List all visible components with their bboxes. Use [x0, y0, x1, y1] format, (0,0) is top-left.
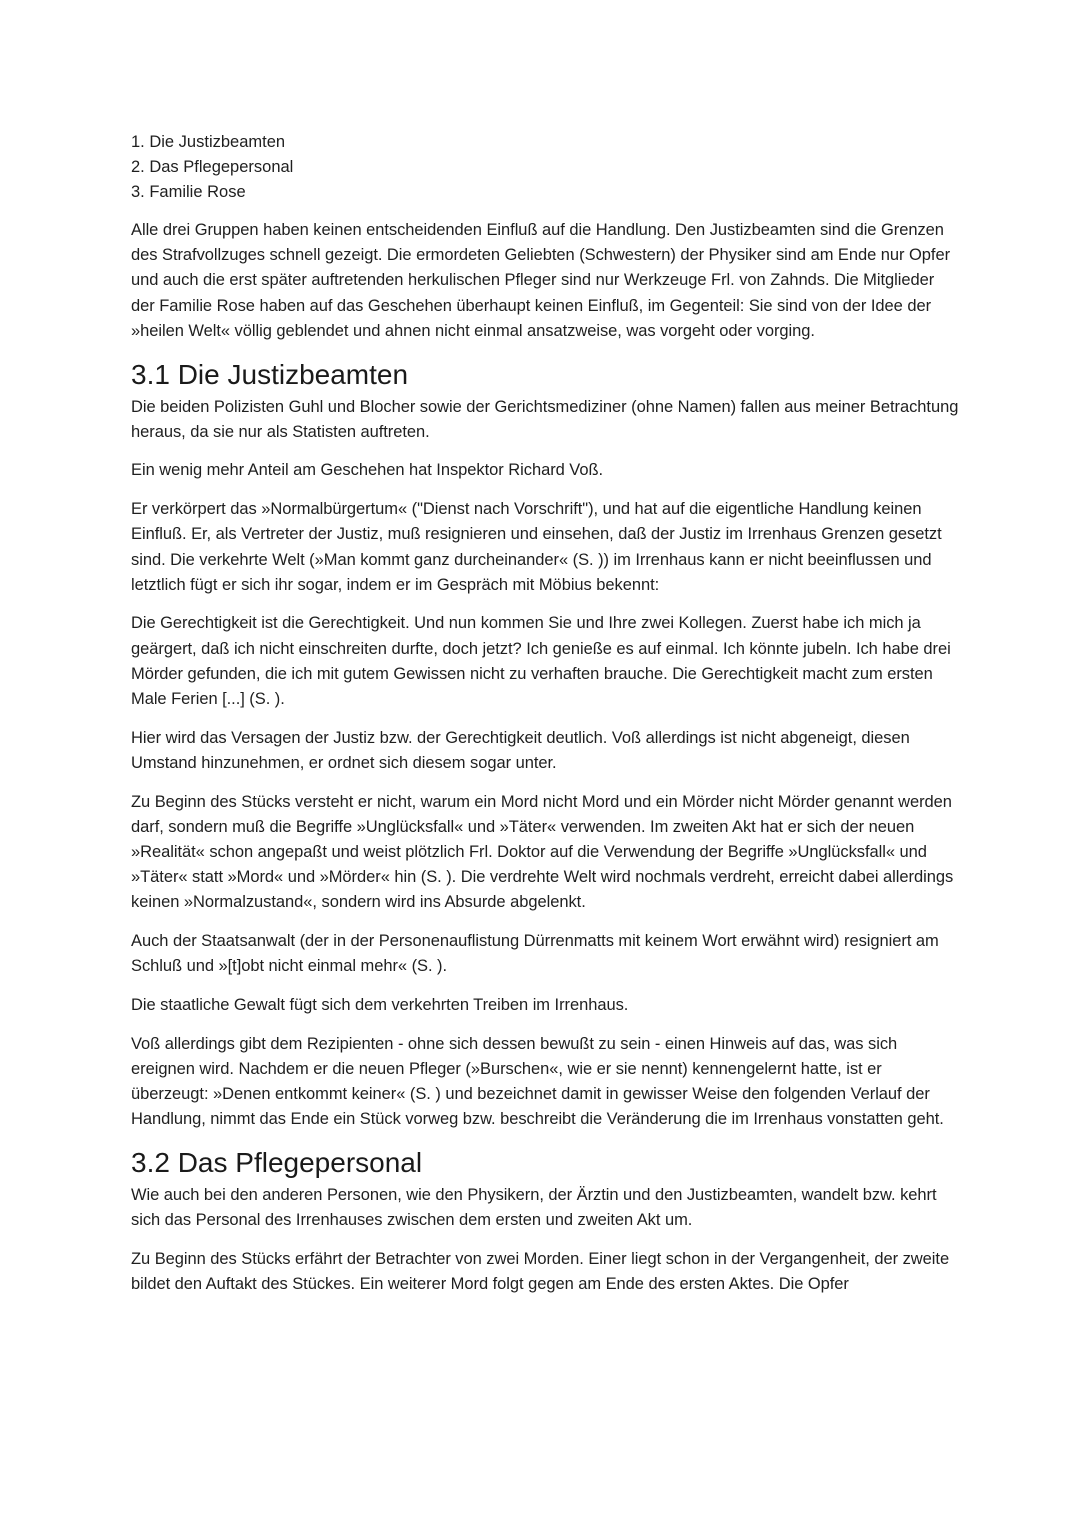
paragraph: Die beiden Polizisten Guhl und Blocher sowie der Gerichtsmediziner (ohne Namen) fallen aus meiner Betrachtung heraus, da sie nur als Statisten auftreten.: [131, 397, 959, 441]
section-heading-justizbeamten: 3.1 Die Justizbeamten: [131, 358, 409, 390]
paragraph: Er verkörpert das »Normalbürgertum« ("Dienst nach Vorschrift"), und hat auf die eigentliche Handlung keinen Einfluß. Er, als Vertreter der Justiz, muß resignieren und einsehen, daß der Justiz im Irrenhaus Grenzen gesetzt sind. Die verkehrte Welt (»Man kommt ganz durcheinander« (S. )) im Irrenhaus kann er nicht beeinflussen und letztlich fügt er sich ihr sogar, indem er im Gespräch mit Möbius bekennt:: [131, 500, 942, 594]
paragraph: Auch der Staatsanwalt (der in der Personenauflistung Dürrenmatts mit keinem Wort erwähnt wird) resigniert am Schluß und »[t]obt nicht einmal mehr« (S. ).: [131, 932, 939, 976]
paragraph: Zu Beginn des Stücks versteht er nicht, warum ein Mord nicht Mord und ein Mörder nicht Mörder genannt werden darf, sondern muß die Begriffe »Unglücksfall« und »Täter« verwenden. Im zweiten Akt hat er sich der neuen »Realität« schon angepaßt und weist plötzlich Frl. Doktor auf die Verwendung der Begriffe »Unglücksfall« und »Täter« statt »Mord« und »Mörder« hin (S. ). Die verdrehte Welt wird nochmals verdreht, erreicht dabei allerdings keinen »Normalzustand«, sondern wird ins Absurde abgelenkt.: [131, 792, 954, 912]
quote-paragraph: Die Gerechtigkeit ist die Gerechtigkeit. Und nun kommen Sie und Ihre zwei Kollegen. Zuerst habe ich mich ja geärgert, daß ich nicht einschreiten durfte, doch jetzt? Ich genieße es auf einmal. Ich könnte jubeln. Ich habe drei Mörder gefunden, die ich mit gutem Gewissen nicht zu verhaften brauche. Die Gerechtigkeit macht zum ersten Male Ferien [...] (S. ).: [131, 614, 951, 709]
outline-list: [131, 130, 961, 205]
paragraph: Die staatliche Gewalt fügt sich dem verkehrten Treiben im Irrenhaus.: [131, 996, 629, 1015]
paragraph: Voß allerdings gibt dem Rezipienten - ohne sich dessen bewußt zu sein - einen Hinweis auf das, was sich ereignen wird. Nachdem er die neuen Pfleger (»Burschen«, wie er sie nennt) kennengelernt hatte, ist er überzeugt: »Denen entkommt keiner« (S. ) und bezeichnet damit in gewisser Weise den folgenden Verlauf der Handlung, nimmt das Ende ein Stück vorweg bzw. beschreibt die Veränderung die im Irrenhaus vonstatten geht.: [131, 1034, 944, 1129]
outline-item: 1. Die Justizbeamten: [131, 133, 286, 151]
document-page: [131, 130, 961, 1311]
paragraph: Hier wird das Versagen der Justiz bzw. der Gerechtigkeit deutlich. Voß allerdings ist nicht abgeneigt, diesen Umstand hinzunehmen, er ordnet sich diesem sogar unter.: [131, 728, 910, 772]
paragraph: Ein wenig mehr Anteil am Geschehen hat Inspektor Richard Voß.: [131, 461, 604, 480]
paragraph: Wie auch bei den anderen Personen, wie den Physikern, der Ärztin und den Justizbeamten, wandelt bzw. kehrt sich das Personal des Irrenhauses zwischen dem ersten und zweiten Akt um.: [131, 1186, 937, 1230]
intro-paragraph: Alle drei Gruppen haben keinen entscheidenden Einfluß auf die Handlung. Den Justizbeamten sind die Grenzen des Strafvollzuges schnell gezeigt. Die ermordeten Geliebten (Schwestern) der Physiker sind am Ende nur Opfer und auch die erst später auftretenden herkulischen Pfleger sind nur Werkzeuge Frl. von Zahnds. Die Mitglieder der Familie Rose haben auf das Geschehen überhaupt keinen Einfluß, im Gegenteil: Sie sind von der Idee der »heilen Welt« völlig geblendet und ahnen nicht einmal ansatzweise, was vorgeht oder vorging.: [131, 221, 951, 340]
outline-item: 3. Familie Rose: [131, 183, 246, 201]
outline-item: 2. Das Pflegepersonal: [131, 158, 294, 176]
section-heading-pflegepersonal: 3.2 Das Pflegepersonal: [131, 1147, 423, 1179]
paragraph: Zu Beginn des Stücks erfährt der Betrachter von zwei Morden. Einer liegt schon in der Vergangenheit, der zweite bildet den Auftakt des Stückes. Ein weiterer Mord folgt gegen am Ende des ersten Aktes. Die Opfer: [131, 1250, 950, 1294]
